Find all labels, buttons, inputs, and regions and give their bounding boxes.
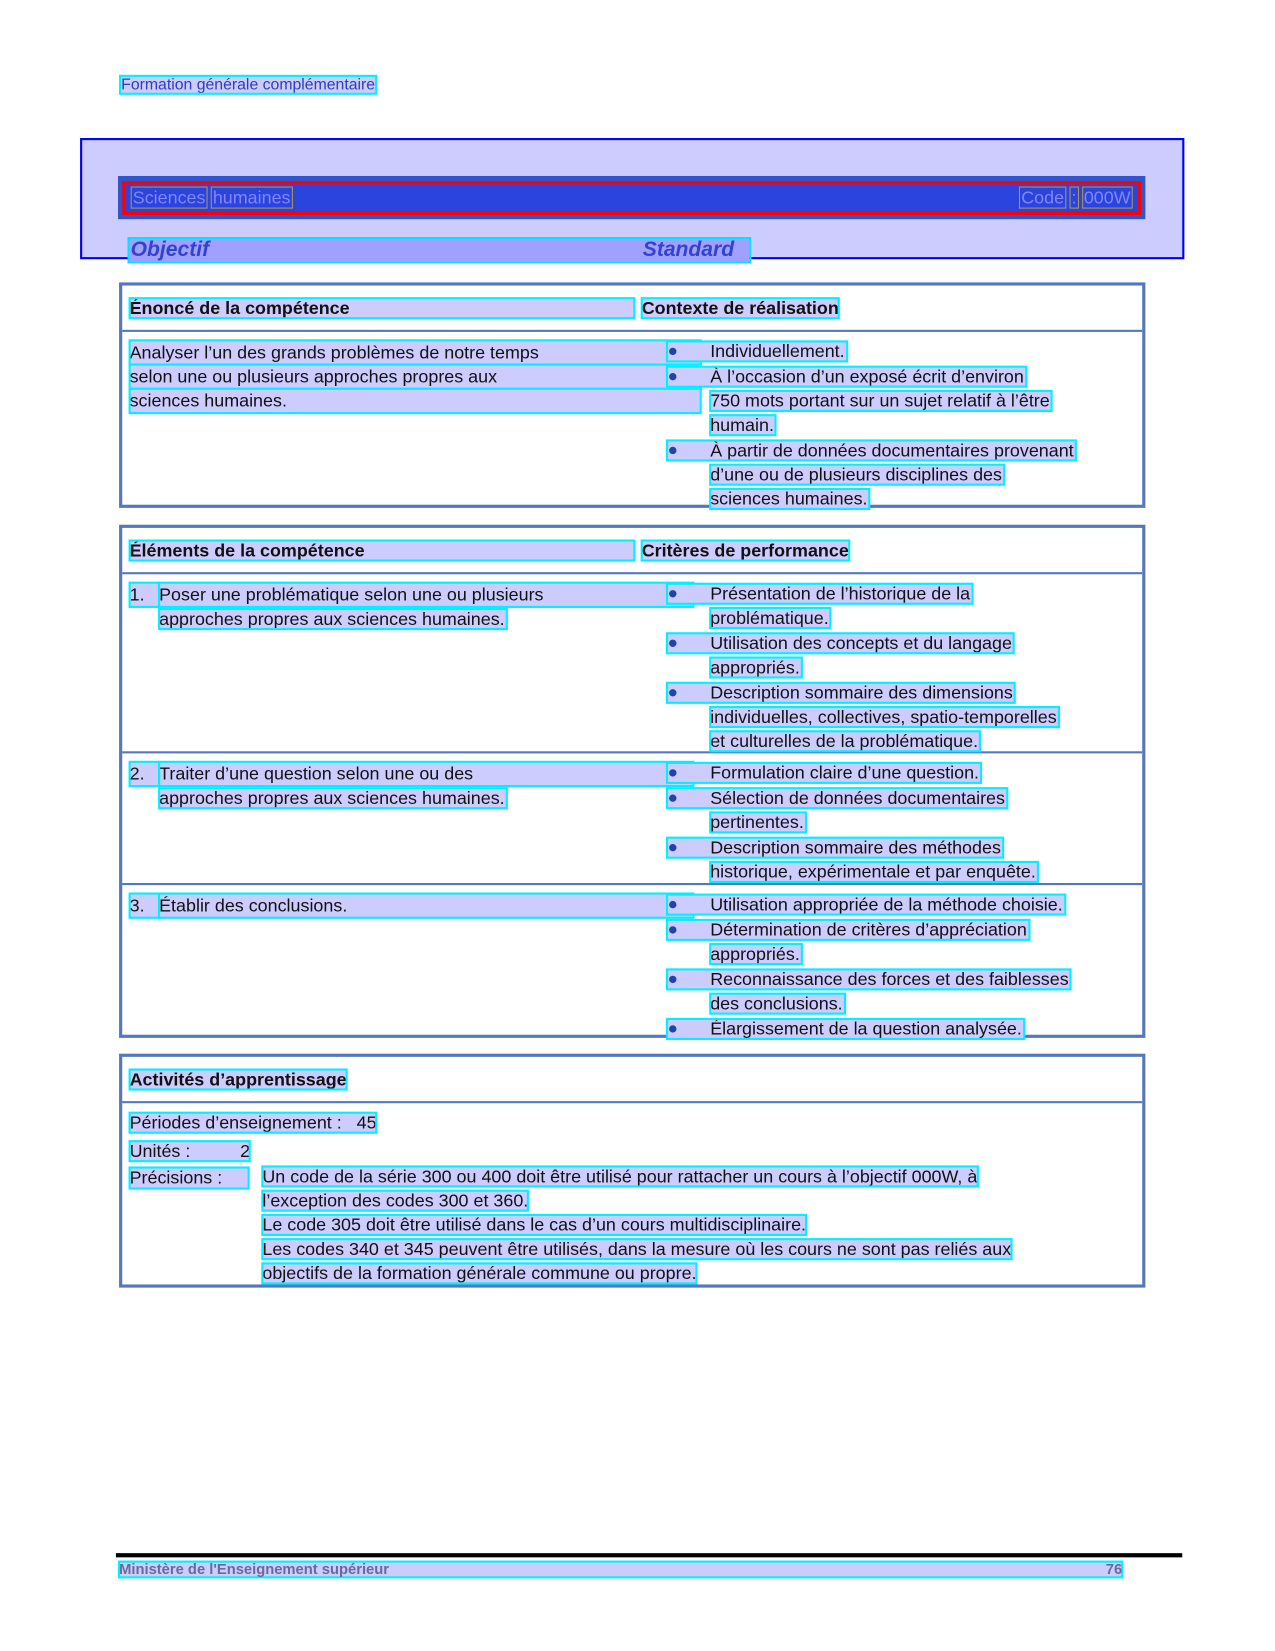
table-header: [122, 1057, 1142, 1103]
criterion-line: [710, 894, 1142, 918]
bullet-icon: [669, 590, 676, 597]
ministry-name: Ministère de l'Enseignement supérieur: [119, 1560, 390, 1578]
bullet-icon: [669, 901, 676, 908]
element-row: [122, 885, 1142, 1041]
precisions-label: Précisions :: [130, 1167, 249, 1188]
periods: Périodes d’enseignement : 45: [129, 1112, 377, 1133]
criterion-text: Utilisation appropriée de la méthode choisie.: [667, 895, 1065, 915]
element-text: Traiter d’une question selon une ou des: [159, 762, 693, 786]
statement-text: sciences humaines.: [130, 389, 701, 413]
statement-header: Énoncé de la compétence: [130, 298, 635, 318]
criterion-line: [710, 583, 1142, 607]
precision-text: Les codes 340 et 345 peuvent être utilisés, dans la mesure où les cours ne sont pas reliés aux: [262, 1239, 1012, 1260]
criterion-line: [710, 340, 1142, 364]
criterion-line: [710, 464, 1142, 488]
code-separator: :: [1071, 187, 1077, 208]
criteria-cell: [667, 753, 1142, 894]
criterion-text: Reconnaissance des forces et des faiblesses: [667, 969, 1071, 989]
criterion-item: [667, 919, 1142, 967]
criterion-line: [710, 943, 1142, 967]
statement-line: [130, 365, 720, 389]
element-line: [130, 894, 720, 918]
code: [1020, 188, 1131, 209]
statement-text: Analyser l’un des grands problèmes de notre temps: [130, 340, 701, 364]
element-text: Établir des conclusions.: [159, 894, 693, 918]
element-cell: [130, 762, 720, 810]
competence-row: [122, 332, 1142, 522]
criterion-item: [667, 1018, 1142, 1042]
bullet-icon: [669, 348, 676, 355]
criterion-line: [710, 439, 1142, 463]
precisions: [130, 1165, 1143, 1286]
context-cell: [667, 332, 1142, 522]
criterion-line: [710, 919, 1142, 943]
units: Unités : 2: [129, 1141, 251, 1162]
section-label: Formation générale complémentaire: [121, 75, 376, 94]
criterion-text: Utilisation des concepts et du langage: [667, 633, 1014, 653]
objective-standard-row: [130, 239, 750, 261]
criteria-cell: [667, 574, 1142, 764]
precision-text: l’exception des codes 300 et 360.: [262, 1190, 529, 1211]
bullet-icon: [669, 976, 676, 983]
criteria-header: Critères de performance: [641, 540, 849, 561]
activities-header: Activités d’apprentissage: [129, 1069, 347, 1090]
criterion-text: Description sommaire des dimensions: [667, 683, 1015, 703]
criterion-line: [710, 730, 1142, 754]
table-header: [122, 528, 1142, 574]
bullet-icon: [669, 689, 676, 696]
criterion-text: Élargissement de la question analysée.: [667, 1019, 1024, 1039]
criterion-text: Détermination de critères d’appréciation: [667, 920, 1029, 940]
precision-text: Un code de la série 300 ou 400 doit être utilisé pour rattacher un cours à l’objectif 000W, à: [262, 1166, 978, 1187]
criterion-text: sciences humaines.: [710, 489, 869, 509]
precision-line: [262, 1165, 1142, 1189]
criterion-text: individuelles, collectives, spatio-temporelles: [710, 707, 1059, 727]
element-number: 1.: [130, 583, 160, 607]
criterion-item: [667, 366, 1142, 439]
criterion-text: Formulation claire d’une question.: [667, 763, 981, 783]
criterion-text: historique, expérimentale et par enquête.: [710, 862, 1038, 882]
precision-line: [262, 1262, 1142, 1286]
statement-cell: [130, 340, 720, 413]
criterion-text: Description sommaire des méthodes: [667, 838, 1003, 858]
element-line: [130, 583, 720, 607]
bullet-icon: [669, 640, 676, 647]
precision-line: [262, 1214, 1142, 1238]
element-text: approches propres aux sciences humaines.: [159, 609, 507, 629]
criterion-text: Sélection de données documentaires: [667, 788, 1007, 808]
element-number: 3.: [130, 894, 160, 918]
objective-label: Objectif: [130, 238, 210, 262]
element-row: [122, 753, 1142, 885]
criterion-item: [667, 894, 1142, 918]
activities-table: [119, 1054, 1145, 1288]
statement-line: [130, 340, 720, 364]
criterion-line: [710, 861, 1142, 885]
criterion-line: [710, 366, 1142, 390]
bullet-icon: [669, 794, 676, 801]
context-header: Contexte de réalisation: [641, 298, 839, 319]
criterion-line: [710, 632, 1142, 656]
title-word: Sciences: [132, 187, 206, 208]
criterion-line: [710, 762, 1142, 786]
footer-rule: [116, 1553, 1182, 1557]
criterion-line: [710, 1018, 1142, 1042]
criterion-text: problématique.: [710, 608, 831, 628]
elements-table: [119, 525, 1145, 1038]
criterion-text: appropriés.: [710, 658, 802, 678]
element-cell: [130, 583, 720, 631]
bullet-icon: [669, 844, 676, 851]
element-line: [130, 607, 720, 631]
criterion-line: [710, 488, 1142, 512]
bullet-icon: [669, 447, 676, 454]
bullet-icon: [669, 926, 676, 933]
table-header: [122, 286, 1142, 332]
criterion-item: [667, 837, 1142, 885]
criterion-line: [710, 811, 1142, 835]
standard-label: Standard: [642, 238, 735, 262]
criterion-text: appropriés.: [710, 944, 802, 964]
criterion-item: [667, 787, 1142, 835]
criterion-item: [667, 340, 1142, 364]
title-word: humaines: [212, 187, 291, 208]
criterion-item: [667, 632, 1142, 680]
criteria-cell: [667, 885, 1142, 1051]
criterion-item: [667, 439, 1142, 512]
precision-text: Le code 305 doit être utilisé dans le cas d’un cours multidisciplinaire.: [262, 1214, 807, 1235]
bullet-icon: [669, 1025, 676, 1032]
statement-line: [130, 389, 720, 413]
criterion-text: des conclusions.: [710, 994, 845, 1014]
element-row: [122, 574, 1142, 753]
criterion-line: [710, 656, 1142, 680]
element-line: [130, 762, 720, 786]
precision-line: [262, 1190, 1142, 1214]
code-value: 000W: [1083, 187, 1131, 208]
criterion-line: [710, 968, 1142, 992]
element-line: [130, 786, 720, 810]
statement-text: selon une ou plusieurs approches propres aux: [130, 365, 701, 389]
criterion-text: Présentation de l’historique de la: [667, 584, 972, 604]
page-number: 76: [1105, 1560, 1123, 1578]
criterion-line: [710, 607, 1142, 631]
element-number: 2.: [130, 762, 160, 786]
code-label: Code: [1021, 187, 1065, 208]
precision-text: objectifs de la formation générale commune ou propre.: [262, 1263, 697, 1284]
criterion-line: [710, 706, 1142, 730]
criterion-line: [710, 682, 1142, 706]
criterion-item: [667, 682, 1142, 755]
element-text: Poser une problématique selon une ou plusieurs: [159, 583, 693, 607]
bullet-icon: [669, 769, 676, 776]
criterion-line: [710, 837, 1142, 861]
criterion-item: [667, 968, 1142, 1016]
criterion-item: [667, 762, 1142, 786]
criterion-line: [710, 414, 1142, 438]
element-cell: [130, 894, 720, 918]
criterion-text: pertinentes.: [710, 812, 806, 832]
criterion-text: À partir de données documentaires provenant: [667, 440, 1076, 460]
criterion-line: [710, 787, 1142, 811]
criterion-line: [710, 390, 1142, 414]
footer: [119, 1562, 1122, 1578]
precision-line: [262, 1238, 1142, 1262]
competence-table: [119, 282, 1145, 507]
criterion-line: [710, 993, 1142, 1017]
criterion-text: 750 mots portant sur un sujet relatif à l’être: [710, 391, 1052, 411]
criterion-text: humain.: [710, 415, 776, 435]
criterion-item: [667, 583, 1142, 631]
bullet-icon: [669, 373, 676, 380]
criterion-text: d’une ou de plusieurs disciplines des: [710, 465, 1004, 485]
criterion-text: À l’occasion d’un exposé écrit d’environ: [667, 367, 1026, 387]
criterion-text: Individuellement.: [667, 341, 847, 361]
criterion-text: et culturelles de la problématique.: [710, 731, 980, 751]
element-text: approches propres aux sciences humaines.: [159, 788, 507, 808]
discipline-title: [132, 188, 292, 209]
elements-header: Éléments de la compétence: [130, 541, 635, 561]
title-bar: [118, 176, 1145, 219]
